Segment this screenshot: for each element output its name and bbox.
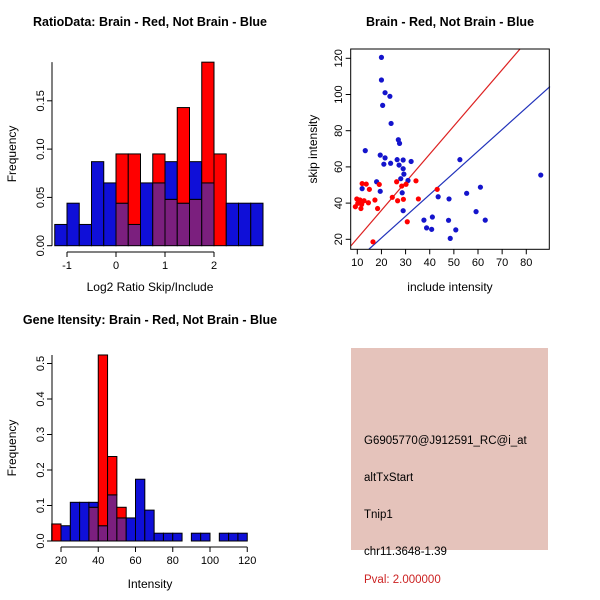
x-tick-label: 70 (496, 257, 509, 269)
overlap-bar (202, 183, 214, 246)
gene-name-text: Tnip1 (364, 509, 393, 521)
data-point (403, 182, 408, 187)
x-tick-label: 40 (92, 555, 105, 567)
data-point (464, 191, 469, 196)
gene-histogram-panel (0, 300, 300, 600)
x-axis-label: Intensity (127, 577, 173, 591)
blue-bar (226, 203, 238, 246)
red-bar (116, 154, 128, 203)
data-point (446, 196, 451, 201)
blue-bar (154, 533, 163, 541)
data-point (409, 159, 414, 164)
chart-title: RatioData: Brain - Red, Not Brain - Blue (32, 15, 268, 29)
axes (333, 49, 532, 269)
chart-title: Gene Itensity: Brain - Red, Not Brain - Blue (22, 313, 278, 327)
data-point (372, 197, 377, 202)
y-tick-label: 20 (333, 233, 345, 246)
blue-bar (239, 203, 251, 246)
chart-title: Brain - Red, Not Brain - Blue (365, 15, 535, 29)
x-axis-label: Log2 Ratio Skip/Include (86, 280, 214, 294)
red-bar (52, 524, 61, 541)
data-point (397, 141, 402, 146)
blue-bar (163, 533, 172, 541)
data-point (435, 187, 440, 192)
not-brain-blue--points (360, 55, 544, 241)
x-tick-label: 60 (471, 257, 485, 269)
data-point (398, 176, 403, 181)
overlap-bar (153, 183, 165, 246)
x-tick-label: 100 (200, 555, 220, 567)
data-point (388, 121, 393, 126)
y-tick-label: 0.00 (35, 234, 47, 257)
data-point (366, 200, 371, 205)
red-bar (202, 62, 214, 183)
blue-bar (80, 502, 89, 541)
red-bar (98, 355, 107, 526)
data-point (379, 55, 384, 60)
data-point (379, 77, 384, 82)
x-tick-label: 10 (351, 257, 364, 269)
blue-bar (79, 224, 91, 245)
data-point (401, 157, 406, 162)
blue-bar (61, 526, 70, 541)
y-tick-label: 100 (333, 85, 345, 104)
event-type-text: altTxStart (364, 472, 414, 484)
x-tick-label: 50 (447, 257, 460, 269)
pval-text: Pval: 2.000000 (364, 574, 441, 586)
brain-fit-line (351, 49, 520, 246)
y-tick-label: 60 (333, 160, 345, 174)
blue-bar (251, 203, 263, 246)
data-point (377, 182, 382, 187)
data-point (364, 181, 369, 186)
data-point (382, 155, 387, 160)
data-point (378, 153, 383, 158)
data-point (436, 194, 441, 199)
data-point (388, 161, 393, 166)
y-tick-label: 0.1 (35, 497, 47, 514)
y-tick-label: 0.15 (35, 90, 47, 112)
overlap-bar (89, 507, 98, 541)
blue-bar (191, 533, 200, 541)
data-point (360, 186, 365, 191)
ratio-histogram-panel (0, 0, 300, 300)
x-tick-label: 80 (520, 257, 533, 269)
data-point (370, 239, 375, 244)
overlap-bar (98, 526, 107, 541)
x-tick-label: 30 (399, 257, 412, 269)
data-point (353, 204, 358, 209)
x-tick-label: 0 (112, 260, 120, 272)
y-tick-label: 0.0 (35, 533, 47, 549)
y-tick-label: 0.2 (35, 462, 47, 478)
red-bar (214, 154, 226, 246)
data-point (400, 190, 405, 195)
data-point (387, 94, 392, 99)
data-point (429, 227, 434, 232)
red-bar (128, 154, 140, 225)
data-point (446, 218, 451, 223)
probe-id-text: G6905770@J912591_RC@i_at (364, 435, 527, 447)
overlap-bar (165, 199, 177, 245)
data-point (424, 225, 429, 230)
x-axis-label: include intensity (407, 280, 493, 294)
histogram-bars (52, 355, 248, 541)
data-point (401, 208, 406, 213)
blue-bar (165, 162, 177, 200)
x-tick-label: 40 (423, 257, 436, 269)
scatter-panel (300, 0, 600, 300)
blue-bar (201, 533, 210, 541)
data-point (358, 206, 363, 211)
red-bar (153, 154, 165, 183)
blue-bar (229, 533, 238, 541)
y-tick-label: 0.10 (35, 138, 47, 160)
data-point (401, 166, 406, 171)
data-point (405, 219, 410, 224)
blue-bar (219, 533, 228, 541)
info-panel (300, 300, 600, 600)
blue-bar (67, 203, 79, 246)
y-axis-label: Frequency (5, 125, 19, 183)
y-tick-label: 0.4 (35, 391, 47, 407)
overlap-bar (117, 518, 126, 541)
data-point (380, 103, 385, 108)
locus-text: chr11.3648-1.39 (364, 546, 447, 558)
data-point (367, 187, 372, 192)
blue-bar (145, 510, 154, 541)
gene-info-box (351, 348, 548, 586)
data-point (416, 196, 421, 201)
x-tick-label: 20 (375, 257, 388, 269)
data-point (538, 172, 543, 177)
x-tick-label: 80 (166, 555, 179, 567)
data-point (378, 189, 383, 194)
overlap-bar (116, 203, 128, 246)
overlap-bar (177, 203, 189, 246)
data-point (453, 227, 458, 232)
ratio_hist-chart (0, 0, 300, 300)
blue-bar (190, 162, 202, 200)
data-point (483, 218, 488, 223)
blue-bar (136, 479, 145, 541)
x-tick-label: 120 (238, 555, 257, 567)
y-tick-label: 0.3 (35, 426, 47, 443)
data-point (413, 178, 418, 183)
x-tick-label: 20 (54, 555, 68, 567)
blue-bar (70, 502, 79, 541)
data-point (401, 172, 406, 177)
x-tick-label: 60 (129, 555, 142, 567)
data-point (430, 214, 435, 219)
data-point (478, 185, 483, 190)
blue-bar (141, 183, 153, 246)
brain-red--points (353, 178, 440, 244)
x-tick-label: 1 (161, 260, 169, 272)
red-bar (117, 507, 126, 518)
data-point (363, 148, 368, 153)
blue-bar (126, 518, 135, 541)
overlap-bar (190, 199, 202, 245)
data-point (395, 198, 400, 203)
data-point (394, 179, 399, 184)
data-point (396, 162, 401, 167)
gene_hist-chart (0, 300, 300, 600)
red-bar (108, 457, 117, 495)
overlap-bar (108, 495, 117, 541)
red-bar (177, 108, 189, 204)
histogram-bars (55, 62, 263, 246)
data-point (457, 157, 462, 162)
scatter-chart (300, 0, 600, 300)
blue-bar (89, 502, 98, 507)
data-point (421, 218, 426, 223)
x-tick-label: 2 (210, 260, 218, 272)
blue-bar (104, 183, 116, 246)
data-point (381, 162, 386, 167)
y-axis-label: skip intensity (306, 114, 320, 184)
x-tick-label: -1 (62, 260, 72, 272)
y-axis-label: Frequency (5, 419, 19, 477)
data-point (448, 236, 453, 241)
y-tick-label: 40 (333, 196, 345, 210)
notbrain-fit-line (369, 87, 550, 250)
data-point (390, 195, 395, 200)
data-point (473, 209, 478, 214)
data-point (382, 90, 387, 95)
y-tick-label: 0.5 (35, 355, 47, 372)
blue-bar (92, 162, 104, 246)
data-point (401, 197, 406, 202)
data-point (395, 157, 400, 162)
blue-bar (55, 224, 67, 245)
data-point (375, 206, 380, 211)
blue-bar (173, 533, 182, 541)
y-tick-label: 80 (333, 124, 345, 137)
y-tick-label: 0.05 (35, 186, 47, 209)
blue-bar (238, 533, 247, 541)
overlap-bar (128, 224, 140, 245)
y-tick-label: 120 (333, 49, 345, 68)
